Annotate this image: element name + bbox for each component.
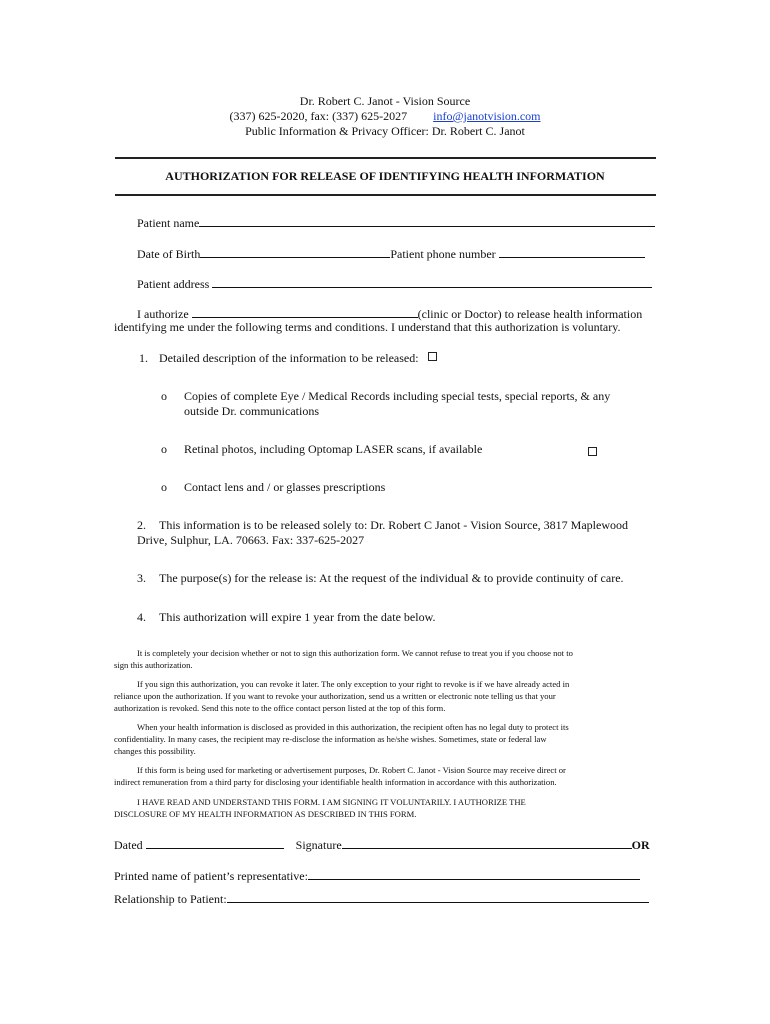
fine-p1-l2: sign this authorization. [114,660,193,670]
item2-line1: This information is to be released solely to: Dr. Robert C Janot - Vision Source, 3817 Maplewood [159,518,628,532]
sub1-bullet: o [161,389,167,403]
title-bottom-rule [115,194,656,196]
item1-row [159,351,437,366]
sub2-bullet: o [161,442,167,456]
representative-field[interactable] [308,867,640,880]
authorize-prefix: I authorize [137,307,189,321]
patient-name-field[interactable] [199,214,655,227]
representative-label: Printed name of patient’s representative: [114,869,308,883]
title-top-rule [115,157,656,159]
relationship-label: Relationship to Patient: [114,892,227,906]
authorize-line2: identifying me under the following terms and conditions. I understand that this authorization is voluntary. [114,320,621,334]
fine-p4-l2: indirect remuneration from a third party for disclosing your identifiable health information in accordance with this authorization. [114,777,557,787]
sub1-line2: outside Dr. communications [184,404,319,418]
dated-field[interactable] [146,836,284,849]
fine-p2-l1: If you sign this authorization, you can revoke it later. The only exception to your right to revoke is if we have already acted in [137,679,570,689]
fine-p3-l3: changes this possibility. [114,746,196,756]
item3-number: 3. [137,571,146,585]
sub2-checkbox-wrap [588,444,597,462]
fine-p3-l2: confidentiality. In many cases, the recipient may re-disclose the information as he/she wishes. Sometimes, state or federal law [114,734,547,744]
email-link[interactable]: info@janotvision.com [433,109,541,123]
sub2-line1: Retinal photos, including Optomap LASER scans, if available [184,442,483,456]
item3-text: The purpose(s) for the release is: At the request of the individual & to provide continuity of care. [159,571,624,585]
dob-phone-row [137,245,645,262]
fine-p4-l1: If this form is being used for marketing or advertisement purposes, Dr. Robert C. Janot - Vision Source may receive direct or [137,765,566,775]
item4-text: This authorization will expire 1 year from the date below. [159,610,436,624]
fine-p2-l2: reliance upon the authorization. If you want to revoke your authorization, send us a written or electronic note telling us that your [114,691,556,701]
patient-name-row [137,214,655,231]
address-row [137,275,652,292]
or-label: OR [631,838,650,852]
item4-number: 4. [137,610,146,624]
practice-name: Dr. Robert C. Janot - Vision Source [299,94,471,108]
fine-p3-l1: When your health information is disclosed as provided in this authorization, the recipient often has no legal duty to protect its [137,722,569,732]
dob-label: Date of Birth [137,247,201,261]
phone-label: Patient phone number [390,247,496,261]
fine-p2-l3: authorization is revoked. Send this note to the office contact person listed at the top of this form. [114,703,446,713]
signature-label: Signature [295,838,342,852]
clinic-field[interactable] [192,305,418,318]
sub1-line1: Copies of complete Eye / Medical Records including special tests, special reports, & any [184,389,611,403]
item1-number: 1. [139,351,148,365]
sub3-bullet: o [161,480,167,494]
phone-fax: (337) 625-2020, fax: (337) 625-2027 [229,109,408,123]
phone-field[interactable] [499,245,645,258]
signature-field[interactable] [342,836,632,849]
address-field[interactable] [212,275,652,288]
item2-number: 2. [137,518,146,532]
fine-p5-l2: DISCLOSURE OF MY HEALTH INFORMATION AS DESCRIBED IN THIS FORM. [114,809,417,819]
item1-checkbox[interactable] [428,352,437,361]
fine-p5-l1: I HAVE READ AND UNDERSTAND THIS FORM. I AM SIGNING IT VOLUNTARILY. I AUTHORIZE THE [137,797,526,807]
patient-name-label: Patient name [137,216,200,230]
fine-p1-l1: It is completely your decision whether or not to sign this authorization form. We cannot refuse to treat you if you choose not to [137,648,573,658]
authorize-suffix: (clinic or Doctor) to release health information [417,307,643,321]
relationship-row [114,890,649,907]
form-title: AUTHORIZATION FOR RELEASE OF IDENTIFYING HEALTH INFORMATION [165,169,605,183]
address-label: Patient address [137,277,210,291]
relationship-field[interactable] [227,890,649,903]
item1-text: Detailed description of the information to be released: [159,351,419,365]
contact-line [0,109,770,124]
sub2-checkbox[interactable] [588,447,597,456]
dob-field[interactable] [200,245,390,258]
dated-label: Dated [114,838,143,852]
representative-row [114,867,640,884]
privacy-officer: Public Information & Privacy Officer: Dr. Robert C. Janot [245,124,525,138]
sub3-line1: Contact lens and / or glasses prescriptions [184,480,386,494]
item2-line2: Drive, Sulphur, LA. 70663. Fax: 337-625-2027 [137,533,365,547]
dated-signature-row [114,836,650,853]
